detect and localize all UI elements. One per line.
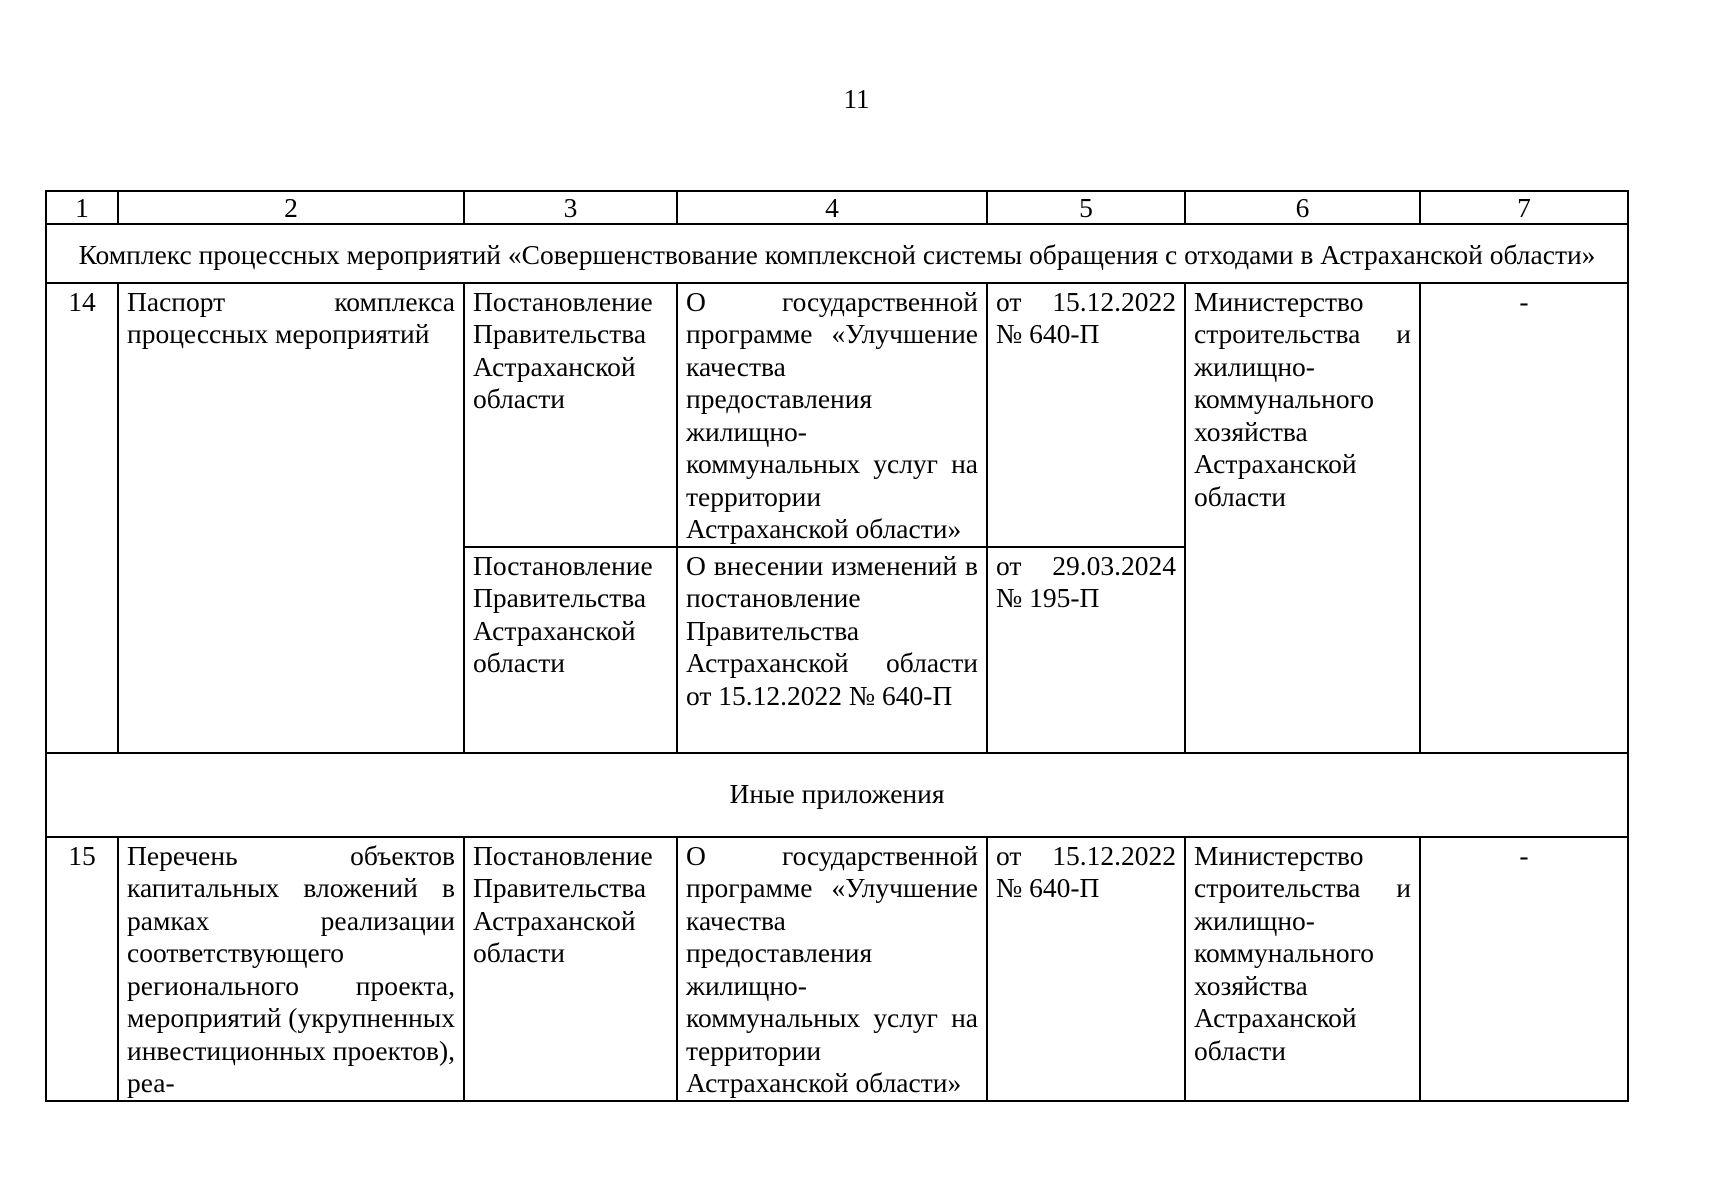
column-number-row: [46, 191, 1628, 224]
row-number: 14: [46, 283, 118, 753]
row-document-date: от 29.03.2024 № 195-П: [987, 547, 1185, 753]
table-row: [46, 837, 1628, 1101]
row-document-title: О государственной программе «Улучшение качества предоставления жилищно-коммунальных услуг на территории Астраханской области»: [677, 837, 987, 1101]
row-document-name: Перечень объектов капитальных вложений в рамках реализации соответствующего регионального проекта, мероприятий (укрупненных инвестиционных проектов), реа-: [118, 837, 464, 1101]
row-document-title: О внесении изменений в постановление Правительства Астраханской области от 15.12.2022 № 640-П: [677, 547, 987, 753]
row-document-type: Постановление Правительства Астраханской области: [464, 837, 677, 1101]
column-header-7: 7: [1420, 191, 1628, 224]
page-number: 11: [843, 84, 870, 114]
column-header-4: 4: [677, 191, 987, 224]
row-note: -: [1420, 283, 1628, 753]
row-executor: Министерство строительства и жилищно-коммунального хозяйства Астраханской области: [1185, 837, 1420, 1101]
column-header-1: 1: [46, 191, 118, 224]
row-document-date: от 15.12.2022 № 640-П: [987, 837, 1185, 1101]
row-document-name: Паспорт комплекса процессных мероприятий: [118, 283, 464, 753]
section-row-other-appendices: [46, 753, 1628, 837]
row-number: 15: [46, 837, 118, 1101]
row-document-date: от 15.12.2022 № 640-П: [987, 283, 1185, 547]
document-table: [45, 190, 1629, 1102]
row-executor: Министерство строительства и жилищно-коммунального хозяйства Астраханской области: [1185, 283, 1420, 753]
column-header-5: 5: [987, 191, 1185, 224]
column-header-2: 2: [118, 191, 464, 224]
section-title: Комплекс процессных мероприятий «Совершенствование комплексной системы обращения с отходами в Астраханской области»: [46, 224, 1628, 283]
section-title: Иные приложения: [46, 753, 1628, 837]
column-header-6: 6: [1185, 191, 1420, 224]
row-document-type: Постановление Правительства Астраханской области: [464, 547, 677, 753]
section-row-process-measures: [46, 224, 1628, 283]
row-note: -: [1420, 837, 1628, 1101]
column-header-3: 3: [464, 191, 677, 224]
row-document-type: Постановление Правительства Астраханской области: [464, 283, 677, 547]
table-row: [46, 283, 1628, 547]
row-document-title: О государственной программе «Улучшение качества предоставления жилищно-коммунальных услуг на территории Астраханской области»: [677, 283, 987, 547]
